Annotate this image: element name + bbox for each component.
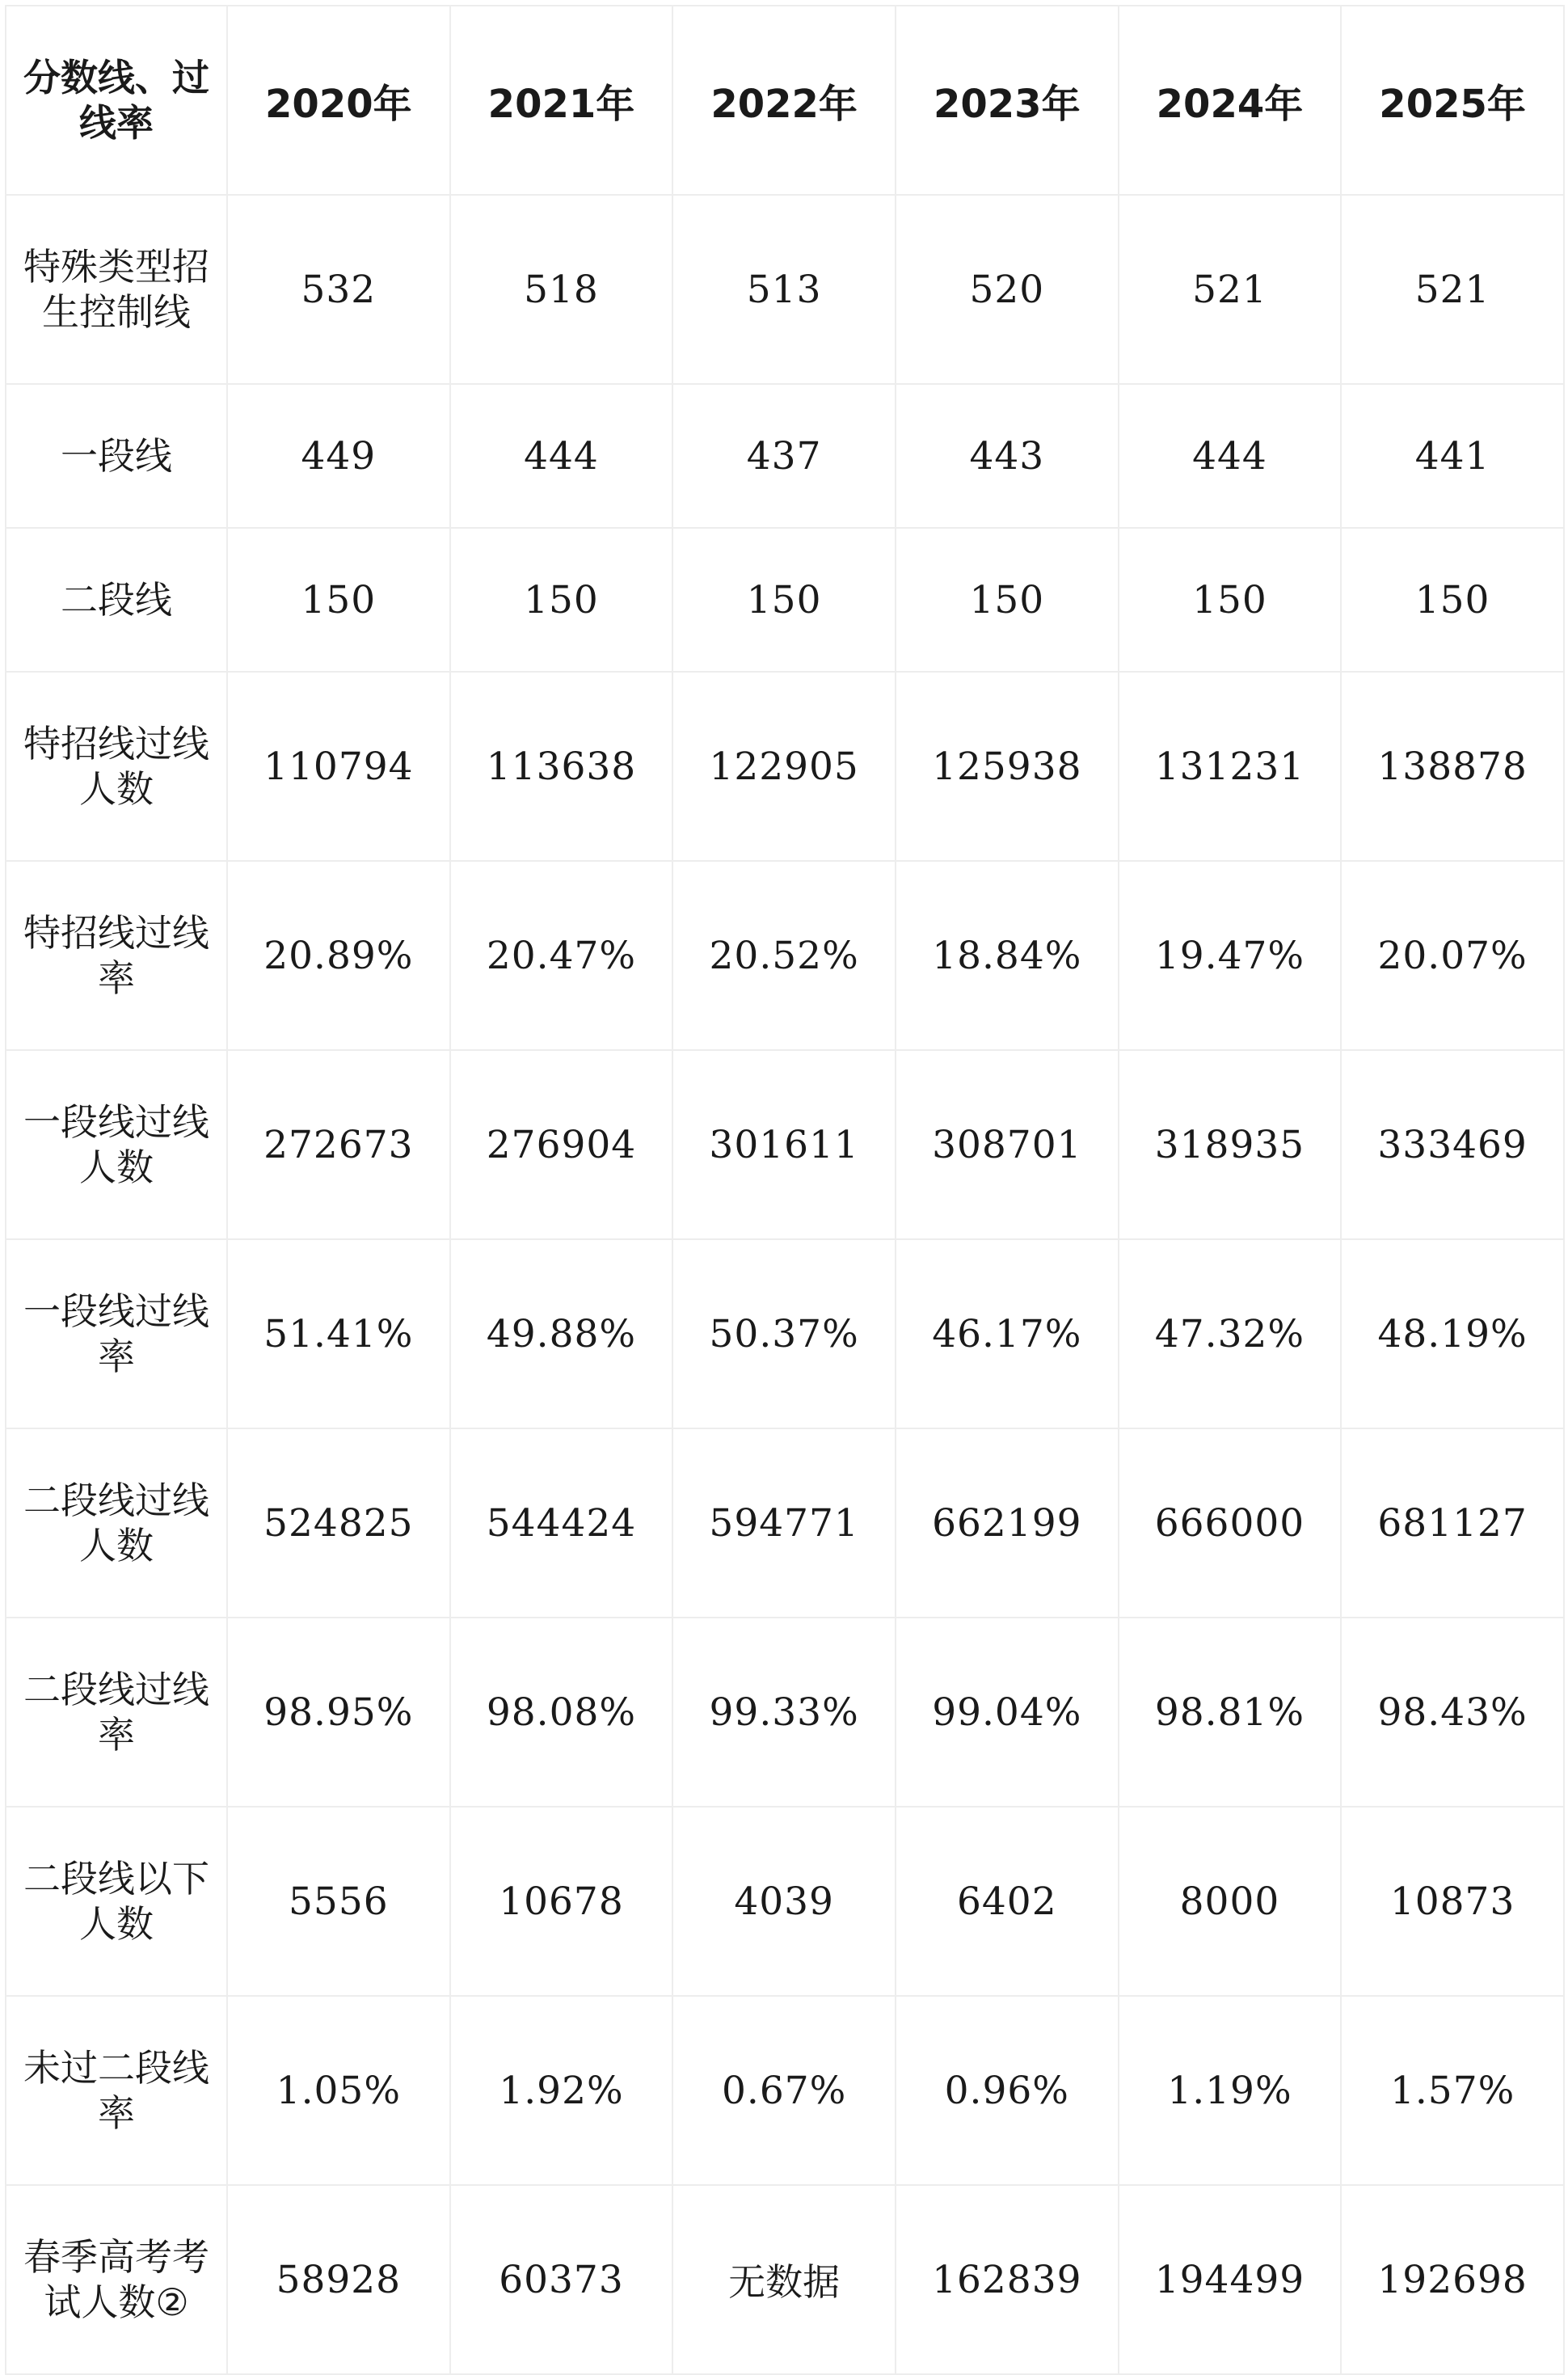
table-cell: 437 [672, 384, 896, 528]
table-row [6, 1807, 1564, 1996]
table-cell: 5556 [227, 1807, 450, 1996]
table-cell: 1.92% [450, 1996, 673, 2185]
table-cell: 513 [672, 195, 896, 384]
row-label: 特殊类型招生控制线 [6, 195, 227, 384]
table-cell: 1.05% [227, 1996, 450, 2185]
table-cell: 544424 [450, 1428, 673, 1618]
table-row [6, 861, 1564, 1050]
table-cell: 444 [450, 384, 673, 528]
table-cell: 6402 [896, 1807, 1119, 1996]
row-label: 未过二段线率 [6, 1996, 227, 2185]
table-cell: 0.96% [896, 1996, 1119, 2185]
year-header: 2021年 [450, 6, 673, 195]
table-cell: 98.95% [227, 1618, 450, 1807]
table-cell: 1.19% [1119, 1996, 1342, 2185]
table-cell: 8000 [1119, 1807, 1342, 1996]
table-cell: 10678 [450, 1807, 673, 1996]
table-cell: 333469 [1341, 1050, 1564, 1239]
table-cell: 272673 [227, 1050, 450, 1239]
table-cell: 98.08% [450, 1618, 673, 1807]
table-cell: 10873 [1341, 1807, 1564, 1996]
table-cell: 276904 [450, 1050, 673, 1239]
table-cell: 20.07% [1341, 861, 1564, 1050]
year-header: 2024年 [1119, 6, 1342, 195]
table-row [6, 672, 1564, 861]
corner-header: 分数线、过线率 [6, 6, 227, 195]
table-cell: 48.19% [1341, 1239, 1564, 1428]
table-cell: 594771 [672, 1428, 896, 1618]
table-cell: 0.67% [672, 1996, 896, 2185]
table-cell: 113638 [450, 672, 673, 861]
row-label: 二段线 [6, 528, 227, 672]
row-label: 一段线过线人数 [6, 1050, 227, 1239]
table-cell: 110794 [227, 672, 450, 861]
table-cell: 51.41% [227, 1239, 450, 1428]
table-cell: 449 [227, 384, 450, 528]
table-cell: 4039 [672, 1807, 896, 1996]
table-row [6, 2185, 1564, 2374]
table-cell: 666000 [1119, 1428, 1342, 1618]
year-header: 2023年 [896, 6, 1119, 195]
table-cell: 150 [227, 528, 450, 672]
table-cell: 47.32% [1119, 1239, 1342, 1428]
table-cell: 443 [896, 384, 1119, 528]
table-cell: 150 [672, 528, 896, 672]
table-cell: 524825 [227, 1428, 450, 1618]
table-cell: 20.52% [672, 861, 896, 1050]
table-cell: 1.57% [1341, 1996, 1564, 2185]
table-row [6, 1428, 1564, 1618]
table-cell: 无数据 [672, 2185, 896, 2374]
table-cell: 150 [896, 528, 1119, 672]
table-cell: 131231 [1119, 672, 1342, 861]
year-header: 2025年 [1341, 6, 1564, 195]
table-row [6, 1239, 1564, 1428]
table-row [6, 1050, 1564, 1239]
table-cell: 192698 [1341, 2185, 1564, 2374]
table-row [6, 1996, 1564, 2185]
table-cell: 18.84% [896, 861, 1119, 1050]
table-cell: 150 [1341, 528, 1564, 672]
table-row [6, 384, 1564, 528]
table-cell: 681127 [1341, 1428, 1564, 1618]
row-label: 一段线过线率 [6, 1239, 227, 1428]
table-body [6, 195, 1564, 2374]
table-row [6, 1618, 1564, 1807]
table-cell: 520 [896, 195, 1119, 384]
table-cell: 125938 [896, 672, 1119, 861]
year-header: 2020年 [227, 6, 450, 195]
table-cell: 99.04% [896, 1618, 1119, 1807]
row-label: 春季高考考试人数② [6, 2185, 227, 2374]
row-label: 特招线过线率 [6, 861, 227, 1050]
table-cell: 301611 [672, 1050, 896, 1239]
table-cell: 49.88% [450, 1239, 673, 1428]
row-label: 二段线以下人数 [6, 1807, 227, 1996]
table-cell: 98.81% [1119, 1618, 1342, 1807]
row-label: 一段线 [6, 384, 227, 528]
row-label: 二段线过线率 [6, 1618, 227, 1807]
table-cell: 521 [1341, 195, 1564, 384]
table-cell: 138878 [1341, 672, 1564, 861]
header-row [6, 6, 1564, 195]
table-cell: 98.43% [1341, 1618, 1564, 1807]
table-cell: 122905 [672, 672, 896, 861]
row-label: 特招线过线人数 [6, 672, 227, 861]
table-cell: 60373 [450, 2185, 673, 2374]
table-row [6, 528, 1564, 672]
table-cell: 58928 [227, 2185, 450, 2374]
table-cell: 308701 [896, 1050, 1119, 1239]
table-cell: 20.89% [227, 861, 450, 1050]
table-cell: 318935 [1119, 1050, 1342, 1239]
table-cell: 99.33% [672, 1618, 896, 1807]
table-cell: 162839 [896, 2185, 1119, 2374]
table-cell: 150 [450, 528, 673, 672]
score-line-table [5, 5, 1565, 2375]
table-cell: 518 [450, 195, 673, 384]
table-cell: 46.17% [896, 1239, 1119, 1428]
table-cell: 194499 [1119, 2185, 1342, 2374]
table-cell: 441 [1341, 384, 1564, 528]
table-cell: 150 [1119, 528, 1342, 672]
table-cell: 662199 [896, 1428, 1119, 1618]
row-label: 二段线过线人数 [6, 1428, 227, 1618]
table-cell: 50.37% [672, 1239, 896, 1428]
table-row [6, 195, 1564, 384]
table-cell: 444 [1119, 384, 1342, 528]
table-cell: 521 [1119, 195, 1342, 384]
year-header: 2022年 [672, 6, 896, 195]
table-cell: 19.47% [1119, 861, 1342, 1050]
table-cell: 532 [227, 195, 450, 384]
table-cell: 20.47% [450, 861, 673, 1050]
